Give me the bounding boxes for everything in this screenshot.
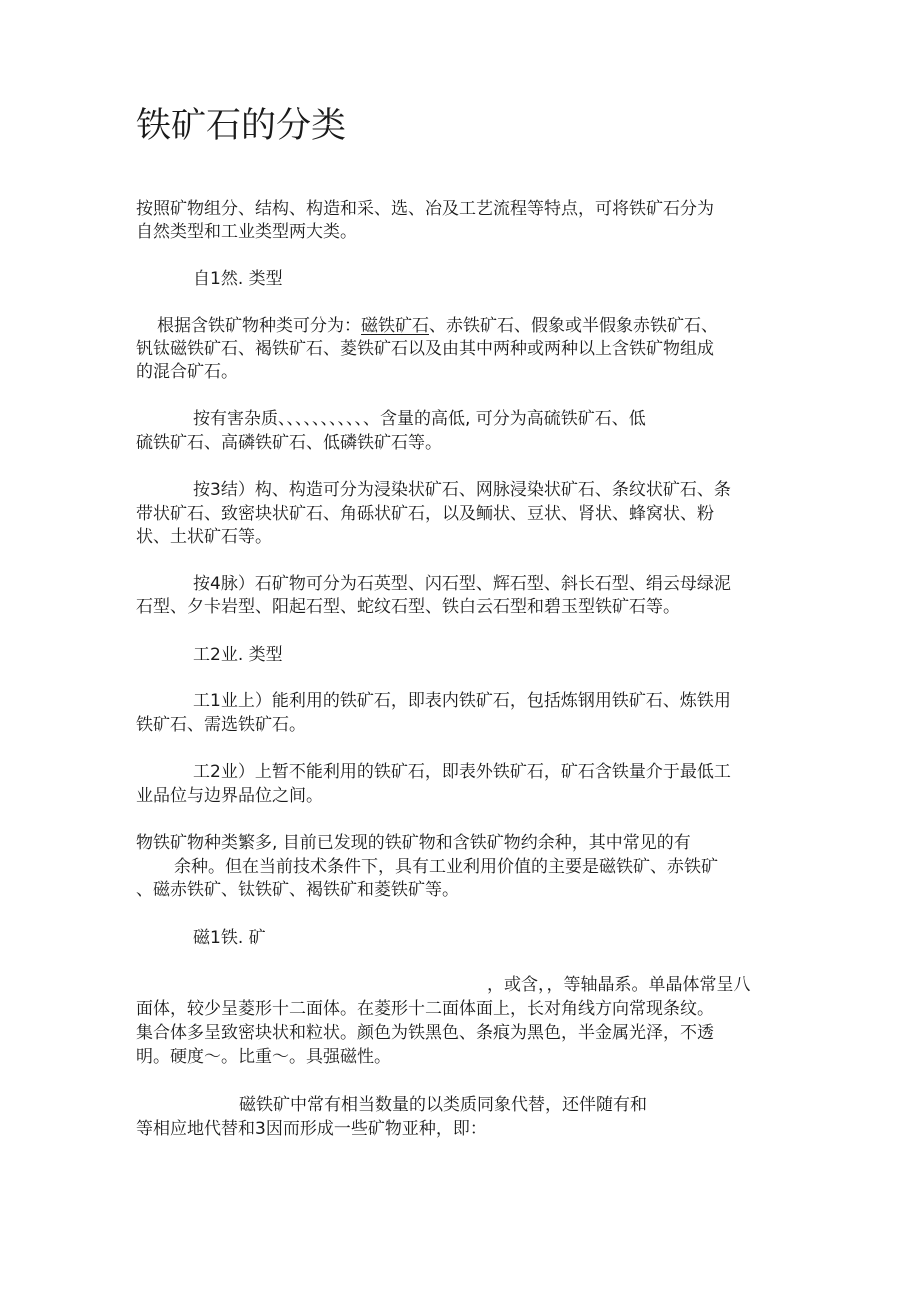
heading-industrial-types: 工2业. 类型	[193, 645, 283, 665]
species-line-1: 物铁矿物种类繁多, 目前已发现的铁矿物和含铁矿物约余种，其中常见的有	[136, 833, 691, 853]
mineral-types-line-1	[157, 315, 718, 338]
usable-ore-line-1: 工1业上）能利用的铁矿石，即表内铁矿石，包括炼钢用铁矿石、炼铁用	[193, 691, 731, 711]
species-line-2: 余种。但在当前技术条件下，具有工业利用价值的主要是磁铁矿、赤铁矿	[174, 857, 718, 877]
unusable-ore-line-2: 业品位与边界品位之间。	[136, 786, 323, 806]
heading-magnetite: 磁1铁. 矿	[193, 928, 266, 948]
crystal-line-4: 明。硬度～。比重～。具强磁性。	[136, 1047, 391, 1067]
impurity-line-2: 硫铁矿石、高磷铁矿石、低磷铁矿石等。	[136, 433, 442, 453]
subspecies-line-1: 磁铁矿中常有相当数量的以类质同象代替，还伴随有和	[239, 1095, 647, 1115]
crystal-line-1: ，或含，，等轴晶系。单晶体常呈八	[487, 975, 751, 995]
structure-line-1: 按3结）构、构造可分为浸染状矿石、网脉浸染状矿石、条纹状矿石、条	[193, 480, 731, 500]
crystal-line-3: 集合体多呈致密块状和粒状。颜色为铁黑色、条痕为黑色，半金属光泽，不透	[136, 1023, 714, 1043]
magnetite-ore-term: 磁铁矿石	[361, 316, 429, 336]
intro-line-2: 自然类型和工业类型两大类。	[136, 222, 357, 242]
impurity-line-1: 按有害杂质、、、、、、、、、、、含量的高低, 可分为高硫铁矿石、低	[193, 409, 646, 429]
gangue-line-2: 石型、夕卡岩型、阳起石型、蛇纹石型、铁白云石型和碧玉型铁矿石等。	[136, 597, 680, 617]
mineral-types-suffix: 、赤铁矿石、假象或半假象赤铁矿石、	[429, 316, 718, 336]
mineral-types-prefix: 根据含铁矿物种类可分为：	[157, 316, 361, 336]
species-line-3: 、磁赤铁矿、钛铁矿、褐铁矿和菱铁矿等。	[136, 880, 459, 900]
usable-ore-line-2: 铁矿石、需选铁矿石。	[136, 715, 306, 735]
intro-line-1: 按照矿物组分、结构、构造和采、选、冶及工艺流程等特点，可将铁矿石分为	[136, 199, 714, 219]
unusable-ore-line-1: 工2业）上暂不能利用的铁矿石，即表外铁矿石，矿石含铁量介于最低工	[193, 762, 731, 782]
structure-line-2: 带状矿石、致密块状矿石、角砾状矿石，以及鲕状、豆状、肾状、蜂窝状、粉	[136, 504, 714, 524]
heading-natural-types: 自1然. 类型	[193, 269, 283, 289]
structure-line-3: 状、土状矿石等。	[136, 527, 272, 547]
mineral-types-line-3: 的混合矿石。	[136, 362, 238, 382]
subspecies-line-2: 等相应地代替和3因而形成一些矿物亚种，即：	[136, 1119, 487, 1139]
gangue-line-1: 按4脉）石矿物可分为石英型、闪石型、辉石型、斜长石型、绢云母绿泥	[193, 574, 731, 594]
crystal-line-2: 面体，较少呈菱形十二面体。在菱形十二面体面上，长对角线方向常现条纹。	[136, 999, 714, 1019]
page-title: 铁矿石的分类	[136, 106, 347, 146]
mineral-types-line-2: 钒钛磁铁矿石、褐铁矿石、菱铁矿石以及由其中两种或两种以上含铁矿物组成	[136, 339, 714, 359]
